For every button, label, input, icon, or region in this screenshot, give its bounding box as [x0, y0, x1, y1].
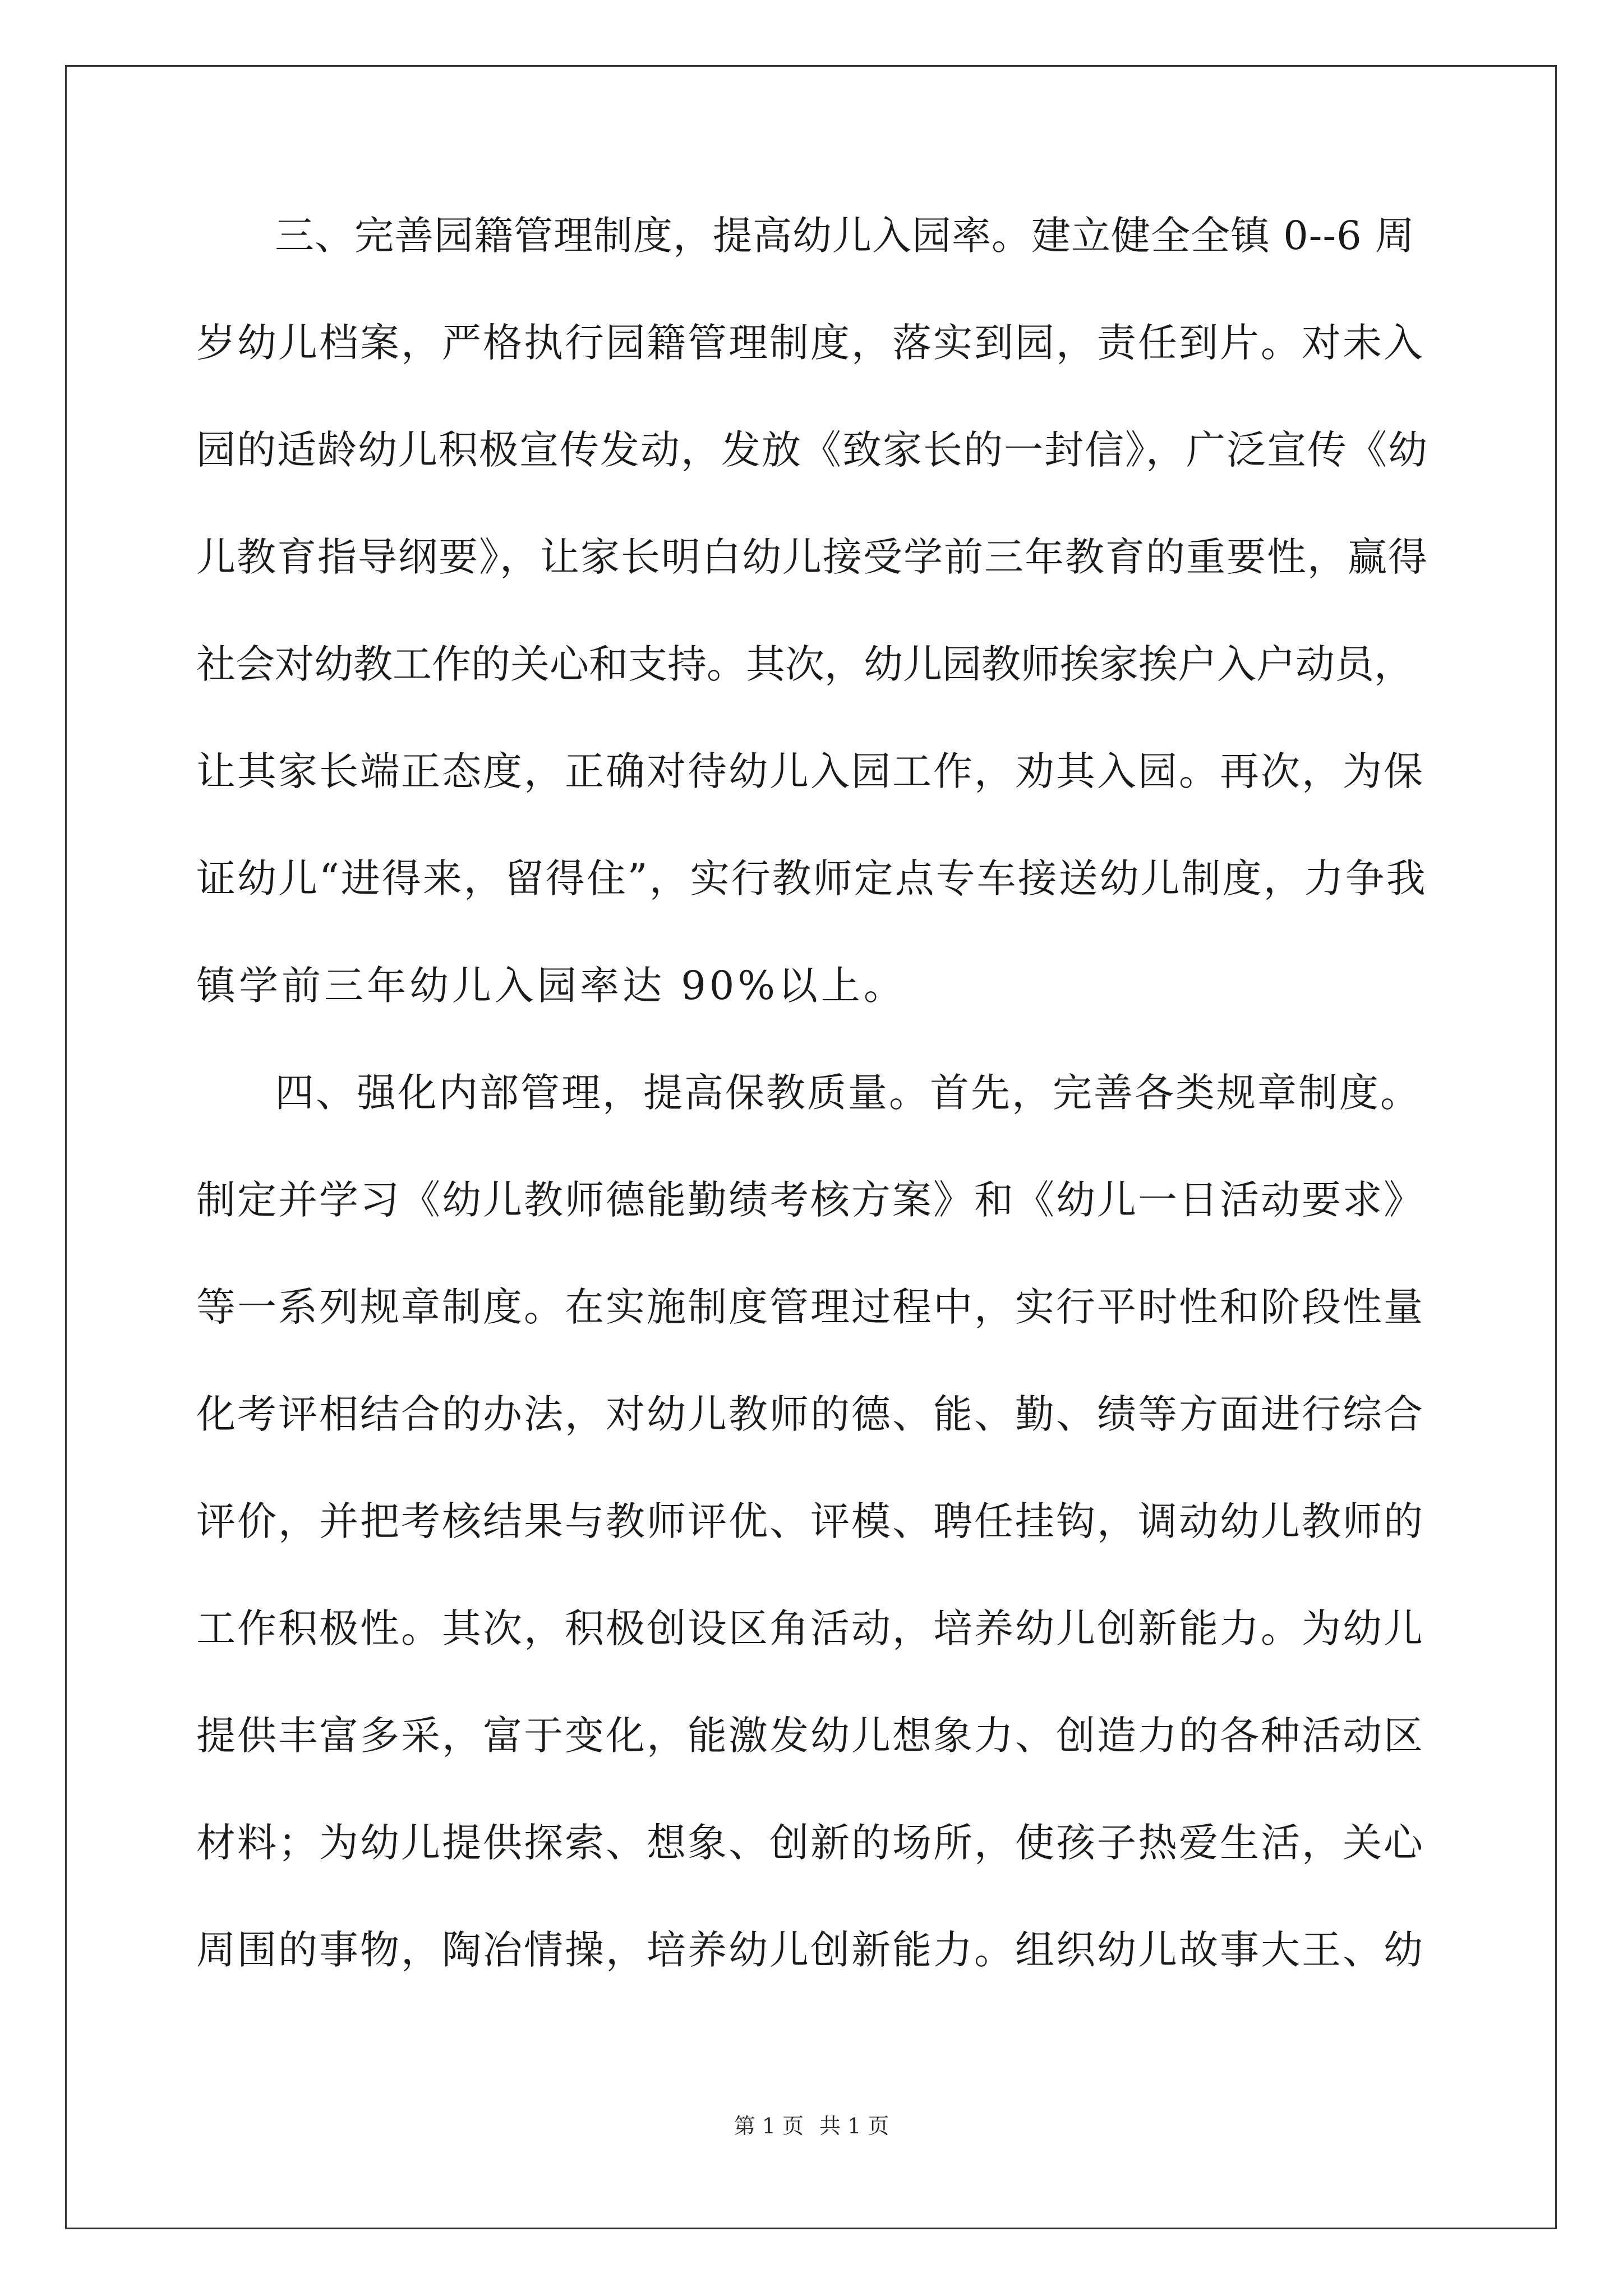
paragraph-line: 让其家长端正态度，正确对待幼儿入园工作，劝其入园。再次，为保: [196, 748, 1424, 794]
paragraph-1: [196, 208, 1430, 1065]
paragraph-line: 化考评相结合的办法，对幼儿教师的德、能、勤、绩等方面进行综合: [196, 1391, 1424, 1437]
paragraph-2: [196, 1065, 1430, 2029]
paragraph-line: 园的适龄幼儿积极宣传发动，发放《致家长的一封信》，广泛宣传《幼: [196, 427, 1428, 473]
paragraph-line: 提供丰富多采，富于变化，能激发幼儿想象力、创造力的各种活动区: [196, 1713, 1424, 1759]
paragraph-line: 材料；为幼儿提供探索、想象、创新的场所，使孩子热爱生活，关心: [196, 1820, 1424, 1866]
paragraph-line: 工作积极性。其次，积极创设区角活动，培养幼儿创新能力。为幼儿: [196, 1605, 1424, 1651]
page-footer: [0, 2112, 1623, 2140]
paragraph-line: 证幼儿“进得来，留得住”，实行教师定点专车接送幼儿制度，力争我: [196, 855, 1427, 901]
paragraph-line: 岁幼儿档案，严格执行园籍管理制度，落实到园，责任到片。对未入: [196, 320, 1424, 366]
paragraph-line: 制定并学习《幼儿教师德能勤绩考核方案》和《幼儿一日活动要求》: [196, 1177, 1424, 1223]
paragraph-line: 周围的事物，陶冶情操，培养幼儿创新能力。组织幼儿故事大王、幼: [196, 1927, 1424, 1973]
paragraph-line: 儿教育指导纲要》，让家长明白幼儿接受学前三年教育的重要性，赢得: [196, 534, 1428, 580]
document-body: [196, 208, 1430, 2029]
page-number: 第 1 页: [734, 2114, 804, 2138]
paragraph-line: 社会对幼教工作的关心和支持。其次，幼儿园教师挨家挨户入户动员，: [196, 641, 1413, 687]
paragraph-line: 等一系列规章制度。在实施制度管理过程中，实行平时性和阶段性量: [196, 1284, 1424, 1330]
paragraph-line: 三、完善园籍管理制度，提高幼儿入园率。建立健全全镇 0--6 周: [275, 213, 1415, 259]
paragraph-line: 镇学前三年幼儿入园率达 90%以上。: [196, 963, 906, 1009]
paragraph-line: 评价，并把考核结果与教师评优、评模、聘任挂钩，调动幼儿教师的: [196, 1498, 1424, 1544]
total-pages: 共 1 页: [819, 2114, 889, 2138]
paragraph-line: 四、强化内部管理，提高保教质量。首先，完善各类规章制度。: [275, 1070, 1421, 1116]
